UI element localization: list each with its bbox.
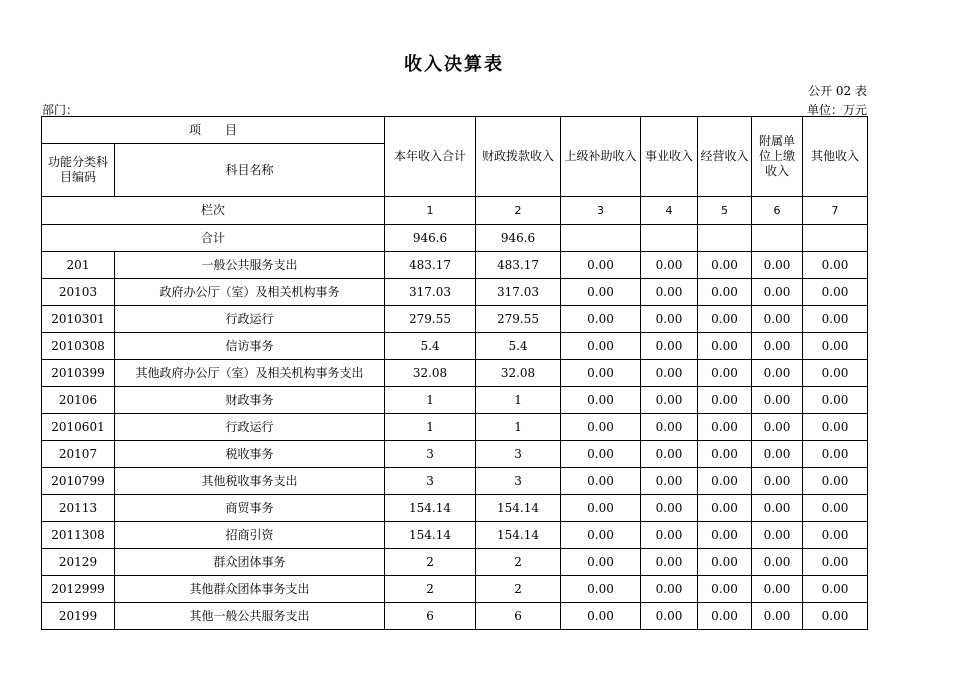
row-value: 0.00 (803, 414, 868, 441)
row-code: 2010301 (42, 306, 115, 333)
table-row (42, 495, 868, 522)
row-value: 0.00 (698, 522, 752, 549)
row-name: 财政事务 (115, 387, 385, 414)
total-value (641, 225, 698, 252)
row-value: 1 (476, 387, 561, 414)
table-row (42, 279, 868, 306)
row-name: 其他税收事务支出 (115, 468, 385, 495)
row-name: 群众团体事务 (115, 549, 385, 576)
row-name: 行政运行 (115, 414, 385, 441)
table-row (42, 549, 868, 576)
row-value: 0.00 (698, 576, 752, 603)
row-value: 3 (385, 441, 476, 468)
row-code: 2010308 (42, 333, 115, 360)
row-value: 0.00 (641, 360, 698, 387)
row-code: 201 (42, 252, 115, 279)
row-value: 0.00 (641, 306, 698, 333)
row-value: 154.14 (476, 522, 561, 549)
row-value: 0.00 (561, 441, 641, 468)
col-header: 其他收入 (803, 117, 868, 197)
row-value: 0.00 (561, 279, 641, 306)
row-value: 0.00 (561, 603, 641, 630)
table-row (42, 333, 868, 360)
row-value: 3 (476, 441, 561, 468)
column-number: 7 (803, 197, 868, 225)
row-code: 2012999 (42, 576, 115, 603)
row-value: 0.00 (752, 333, 803, 360)
row-value: 0.00 (752, 468, 803, 495)
table-row (42, 360, 868, 387)
col-header: 本年收入合计 (385, 117, 476, 197)
row-value: 0.00 (803, 549, 868, 576)
row-value: 2 (385, 576, 476, 603)
row-value: 0.00 (803, 333, 868, 360)
row-code: 20129 (42, 549, 115, 576)
row-value: 32.08 (476, 360, 561, 387)
row-name: 招商引资 (115, 522, 385, 549)
total-value (561, 225, 641, 252)
row-value: 0.00 (698, 549, 752, 576)
row-value: 483.17 (385, 252, 476, 279)
row-value: 0.00 (641, 333, 698, 360)
row-value: 0.00 (698, 279, 752, 306)
column-number: 3 (561, 197, 641, 225)
row-value: 0.00 (752, 279, 803, 306)
row-value: 0.00 (752, 495, 803, 522)
row-code: 20113 (42, 495, 115, 522)
row-value: 0.00 (561, 522, 641, 549)
row-value: 483.17 (476, 252, 561, 279)
col-header: 财政拨款收入 (476, 117, 561, 197)
department-label: 部门： (42, 103, 79, 117)
row-value: 154.14 (385, 495, 476, 522)
total-row (42, 225, 868, 252)
total-value: 946.6 (476, 225, 561, 252)
row-value: 0.00 (698, 306, 752, 333)
row-value: 0.00 (752, 306, 803, 333)
row-value: 0.00 (803, 441, 868, 468)
row-value: 0.00 (641, 252, 698, 279)
row-value: 5.4 (476, 333, 561, 360)
row-value: 0.00 (752, 603, 803, 630)
row-value: 0.00 (698, 603, 752, 630)
row-value: 0.00 (698, 252, 752, 279)
row-value: 0.00 (698, 468, 752, 495)
col-header: 上级补助收入 (561, 117, 641, 197)
col-header: 附属单位上缴收入 (752, 117, 803, 197)
row-value: 317.03 (476, 279, 561, 306)
row-value: 0.00 (561, 387, 641, 414)
table-row (42, 252, 868, 279)
row-value: 0.00 (561, 468, 641, 495)
total-value (698, 225, 752, 252)
row-value: 0.00 (803, 252, 868, 279)
row-value: 0.00 (803, 306, 868, 333)
row-code: 20107 (42, 441, 115, 468)
row-value: 0.00 (561, 252, 641, 279)
row-value: 3 (385, 468, 476, 495)
table-row (42, 603, 868, 630)
table-row (42, 468, 868, 495)
row-value: 1 (385, 414, 476, 441)
row-value: 0.00 (803, 576, 868, 603)
row-value: 0.00 (752, 549, 803, 576)
row-value: 0.00 (641, 603, 698, 630)
row-value: 6 (385, 603, 476, 630)
row-value: 0.00 (561, 549, 641, 576)
row-code: 20106 (42, 387, 115, 414)
row-name: 行政运行 (115, 306, 385, 333)
row-value: 279.55 (476, 306, 561, 333)
row-code: 2010799 (42, 468, 115, 495)
row-name: 一般公共服务支出 (115, 252, 385, 279)
row-code: 2010399 (42, 360, 115, 387)
row-name: 其他政府办公厅（室）及相关机构事务支出 (115, 360, 385, 387)
column-number: 4 (641, 197, 698, 225)
row-name: 税收事务 (115, 441, 385, 468)
row-value: 0.00 (803, 495, 868, 522)
row-value: 0.00 (803, 360, 868, 387)
row-value: 0.00 (641, 387, 698, 414)
row-value: 0.00 (561, 333, 641, 360)
row-value: 0.00 (752, 576, 803, 603)
row-value: 0.00 (752, 252, 803, 279)
table-row (42, 576, 868, 603)
column-index-label: 栏次 (42, 197, 385, 225)
row-value: 0.00 (698, 360, 752, 387)
table-row (42, 522, 868, 549)
row-value: 0.00 (561, 360, 641, 387)
header-row (42, 117, 868, 144)
column-number: 2 (476, 197, 561, 225)
row-name: 信访事务 (115, 333, 385, 360)
header-code: 功能分类科目编码 (42, 144, 115, 197)
row-value: 0.00 (698, 441, 752, 468)
row-value: 0.00 (641, 549, 698, 576)
row-value: 0.00 (752, 522, 803, 549)
row-value: 279.55 (385, 306, 476, 333)
row-value: 154.14 (385, 522, 476, 549)
row-value: 0.00 (698, 333, 752, 360)
total-value (803, 225, 868, 252)
row-value: 3 (476, 468, 561, 495)
row-value: 0.00 (641, 468, 698, 495)
table-row (42, 306, 868, 333)
form-code: 公开 02 表 (808, 84, 867, 98)
row-value: 2 (385, 549, 476, 576)
row-value: 1 (476, 414, 561, 441)
row-value: 0.00 (803, 468, 868, 495)
row-value: 0.00 (561, 576, 641, 603)
row-value: 2 (476, 549, 561, 576)
row-name: 其他一般公共服务支出 (115, 603, 385, 630)
header-item: 项 目 (42, 117, 385, 144)
row-value: 317.03 (385, 279, 476, 306)
row-code: 20103 (42, 279, 115, 306)
table-row (42, 414, 868, 441)
row-value: 154.14 (476, 495, 561, 522)
column-number: 1 (385, 197, 476, 225)
unit-label: 单位：万元 (806, 103, 867, 117)
row-value: 0.00 (561, 495, 641, 522)
row-value: 0.00 (752, 360, 803, 387)
row-value: 0.00 (752, 387, 803, 414)
total-value: 946.6 (385, 225, 476, 252)
row-value: 5.4 (385, 333, 476, 360)
row-value: 2 (476, 576, 561, 603)
row-value: 0.00 (698, 414, 752, 441)
row-value: 0.00 (803, 387, 868, 414)
row-value: 0.00 (641, 495, 698, 522)
row-value: 0.00 (803, 603, 868, 630)
row-value: 0.00 (698, 387, 752, 414)
row-value: 32.08 (385, 360, 476, 387)
col-header: 事业收入 (641, 117, 698, 197)
total-label: 合计 (42, 225, 385, 252)
row-name: 其他群众团体事务支出 (115, 576, 385, 603)
row-value: 0.00 (641, 414, 698, 441)
column-index-row (42, 197, 868, 225)
row-value: 0.00 (752, 414, 803, 441)
row-value: 0.00 (641, 279, 698, 306)
total-value (752, 225, 803, 252)
row-value: 0.00 (641, 441, 698, 468)
row-value: 0.00 (641, 522, 698, 549)
row-value: 0.00 (561, 414, 641, 441)
row-value: 0.00 (641, 576, 698, 603)
row-value: 6 (476, 603, 561, 630)
row-name: 商贸事务 (115, 495, 385, 522)
column-number: 5 (698, 197, 752, 225)
table-row (42, 387, 868, 414)
row-value: 0.00 (803, 279, 868, 306)
header-name: 科目名称 (115, 144, 385, 197)
row-value: 0.00 (561, 306, 641, 333)
page-title: 收入决算表 (404, 54, 504, 75)
income-table (41, 116, 868, 630)
row-value: 0.00 (803, 522, 868, 549)
row-name: 政府办公厅（室）及相关机构事务 (115, 279, 385, 306)
row-code: 2011308 (42, 522, 115, 549)
row-value: 0.00 (698, 495, 752, 522)
row-code: 20199 (42, 603, 115, 630)
row-value: 1 (385, 387, 476, 414)
col-header: 经营收入 (698, 117, 752, 197)
column-number: 6 (752, 197, 803, 225)
row-code: 2010601 (42, 414, 115, 441)
table-row (42, 441, 868, 468)
row-value: 0.00 (752, 441, 803, 468)
